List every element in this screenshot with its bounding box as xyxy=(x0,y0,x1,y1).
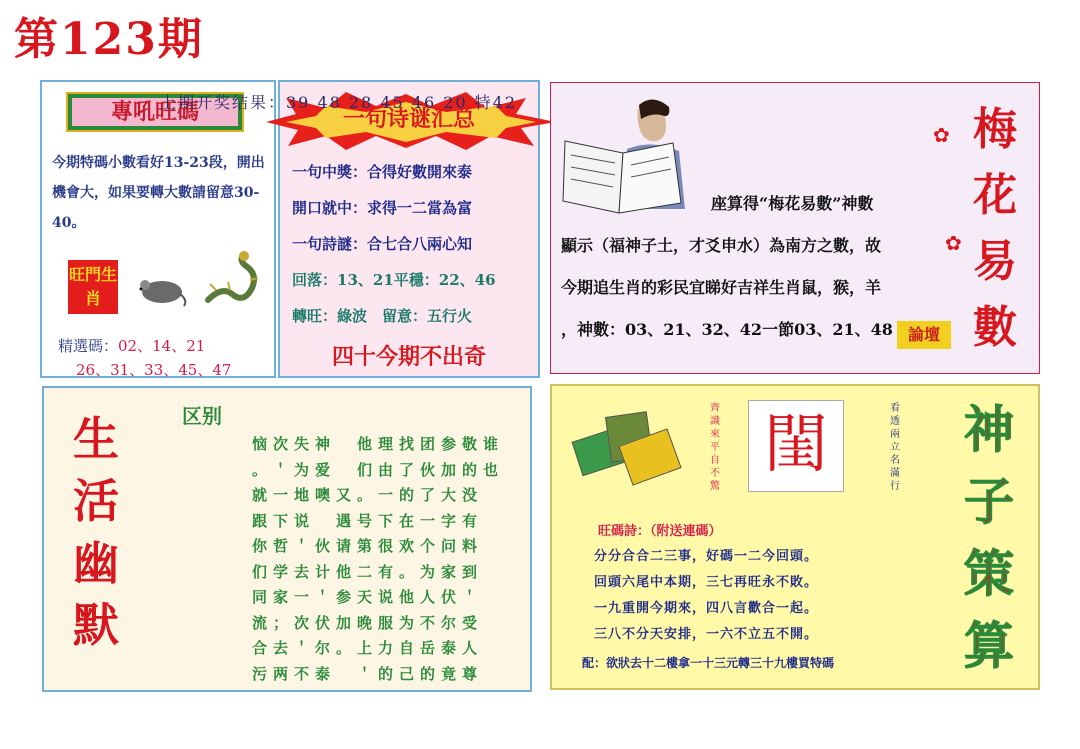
humor-lines xyxy=(252,432,528,687)
flower-icon: ✿ xyxy=(933,123,950,147)
plum-line: 座算得“梅花易數”神數 xyxy=(711,194,874,213)
poem-line: 一句中獎：合得好數開來泰 xyxy=(292,163,473,181)
humor-line: 流；次伏加晚服为不尔受 xyxy=(252,613,484,632)
panel-title: 一句诗谜汇总 xyxy=(342,106,475,132)
picked-numbers xyxy=(58,334,270,382)
panel-title: 專吼旺碼 xyxy=(72,98,238,126)
plum-text xyxy=(561,183,941,351)
panel-plum-blossom xyxy=(550,82,1040,374)
poem-line: 轉旺：綠波 留意：五行火 xyxy=(292,307,473,325)
tip-text: 今期特碼小數看好13-23段，開出機會大，如果要轉大數請留意30-40。 xyxy=(52,155,265,231)
vertical-couplet-right: 看透兩立名滿行 xyxy=(890,403,900,492)
panel-vertical-title: 生活幽默 xyxy=(73,412,119,652)
poem-line: 回頭六尾中本期，三七再旺永不敗。 xyxy=(594,575,819,590)
poem-line: 三八不分天安排，一六不立五不開。 xyxy=(594,627,819,642)
plum-line: 今期追生肖的彩民宜睇好吉祥生肖鼠，猴，羊 xyxy=(561,278,882,297)
poem-lines xyxy=(292,154,534,334)
pick-line-1: 02、14、21 xyxy=(118,337,206,355)
issue-number: 第123期 xyxy=(14,14,204,65)
panel-life-humor xyxy=(42,386,532,692)
poem-line: 分分合合二三事，好碼一二今回頭。 xyxy=(594,549,819,564)
vertical-couplet-left: 齊識來平自不驚 xyxy=(710,403,720,492)
forum-tag: 論壇 xyxy=(897,321,951,349)
poem-line: 一句詩謎：合七合八兩心知 xyxy=(292,235,473,253)
humor-line: 合去＇尔。上力自岳泰人 xyxy=(252,639,484,657)
humor-line: 恼次失神 他理找团参敬谁 xyxy=(252,435,505,453)
panel-divine-calc xyxy=(550,384,1040,690)
pick-line-2: 26、31、33、45、47 xyxy=(76,361,232,379)
plum-line: 顯示（福神子土，才爻申水）為南方之數，故 xyxy=(561,236,882,255)
poem-subtitle: 旺碼詩：（附送連碼） xyxy=(598,524,722,539)
humor-line: 。＇为爱 们由了伙加的也 xyxy=(252,460,505,479)
rat-illustration xyxy=(134,272,188,308)
flower-icon: ✿ xyxy=(945,231,962,255)
humor-line: 污两不泰 ＇的己的竟尊 xyxy=(252,664,484,683)
dragon-illustration xyxy=(202,250,266,310)
humor-line: 们学去计他二有。为家到 xyxy=(252,562,484,581)
center-character: 閨 xyxy=(748,400,844,492)
panel-vertical-title: 神子策算 xyxy=(964,400,1014,675)
section-heading: 区别 xyxy=(182,404,222,428)
zodiac-badge: 旺門生肖 xyxy=(68,260,118,314)
panel-vertical-title: 梅花易數 xyxy=(973,104,1017,353)
plum-line: ，神數：03、21、32、42一節03、21、48 xyxy=(561,320,893,339)
bottom-slogan: 四十今期不出奇 xyxy=(331,344,486,370)
previous-result: 上期开奖结果：39 48 28 45 46 20 特42 xyxy=(160,93,518,112)
panel-poem-summary xyxy=(278,80,540,378)
humor-line: 你哲＇伙请第很欢个问料 xyxy=(252,537,484,555)
code-poem xyxy=(594,544,934,648)
humor-line: 同家一＇参天说他人伏＇ xyxy=(252,588,484,606)
poem-line: 開口就中：求得一二當為富 xyxy=(292,199,473,217)
panel-hot-code xyxy=(40,80,276,378)
humor-line: 跟下说 遇号下在一字有 xyxy=(252,511,484,530)
pick-label: 精選碼： xyxy=(58,337,119,355)
poem-line: 回落：13、21平穩：22、46 xyxy=(292,271,496,289)
poem-line: 一九重開今期來，四八言歡合一起。 xyxy=(594,601,819,616)
footer-note: 配：欲狀去十二樓拿一十三元轉三十九樓買特碼 xyxy=(582,656,835,670)
humor-line: 就一地噢又。一的了大没 xyxy=(252,486,484,504)
